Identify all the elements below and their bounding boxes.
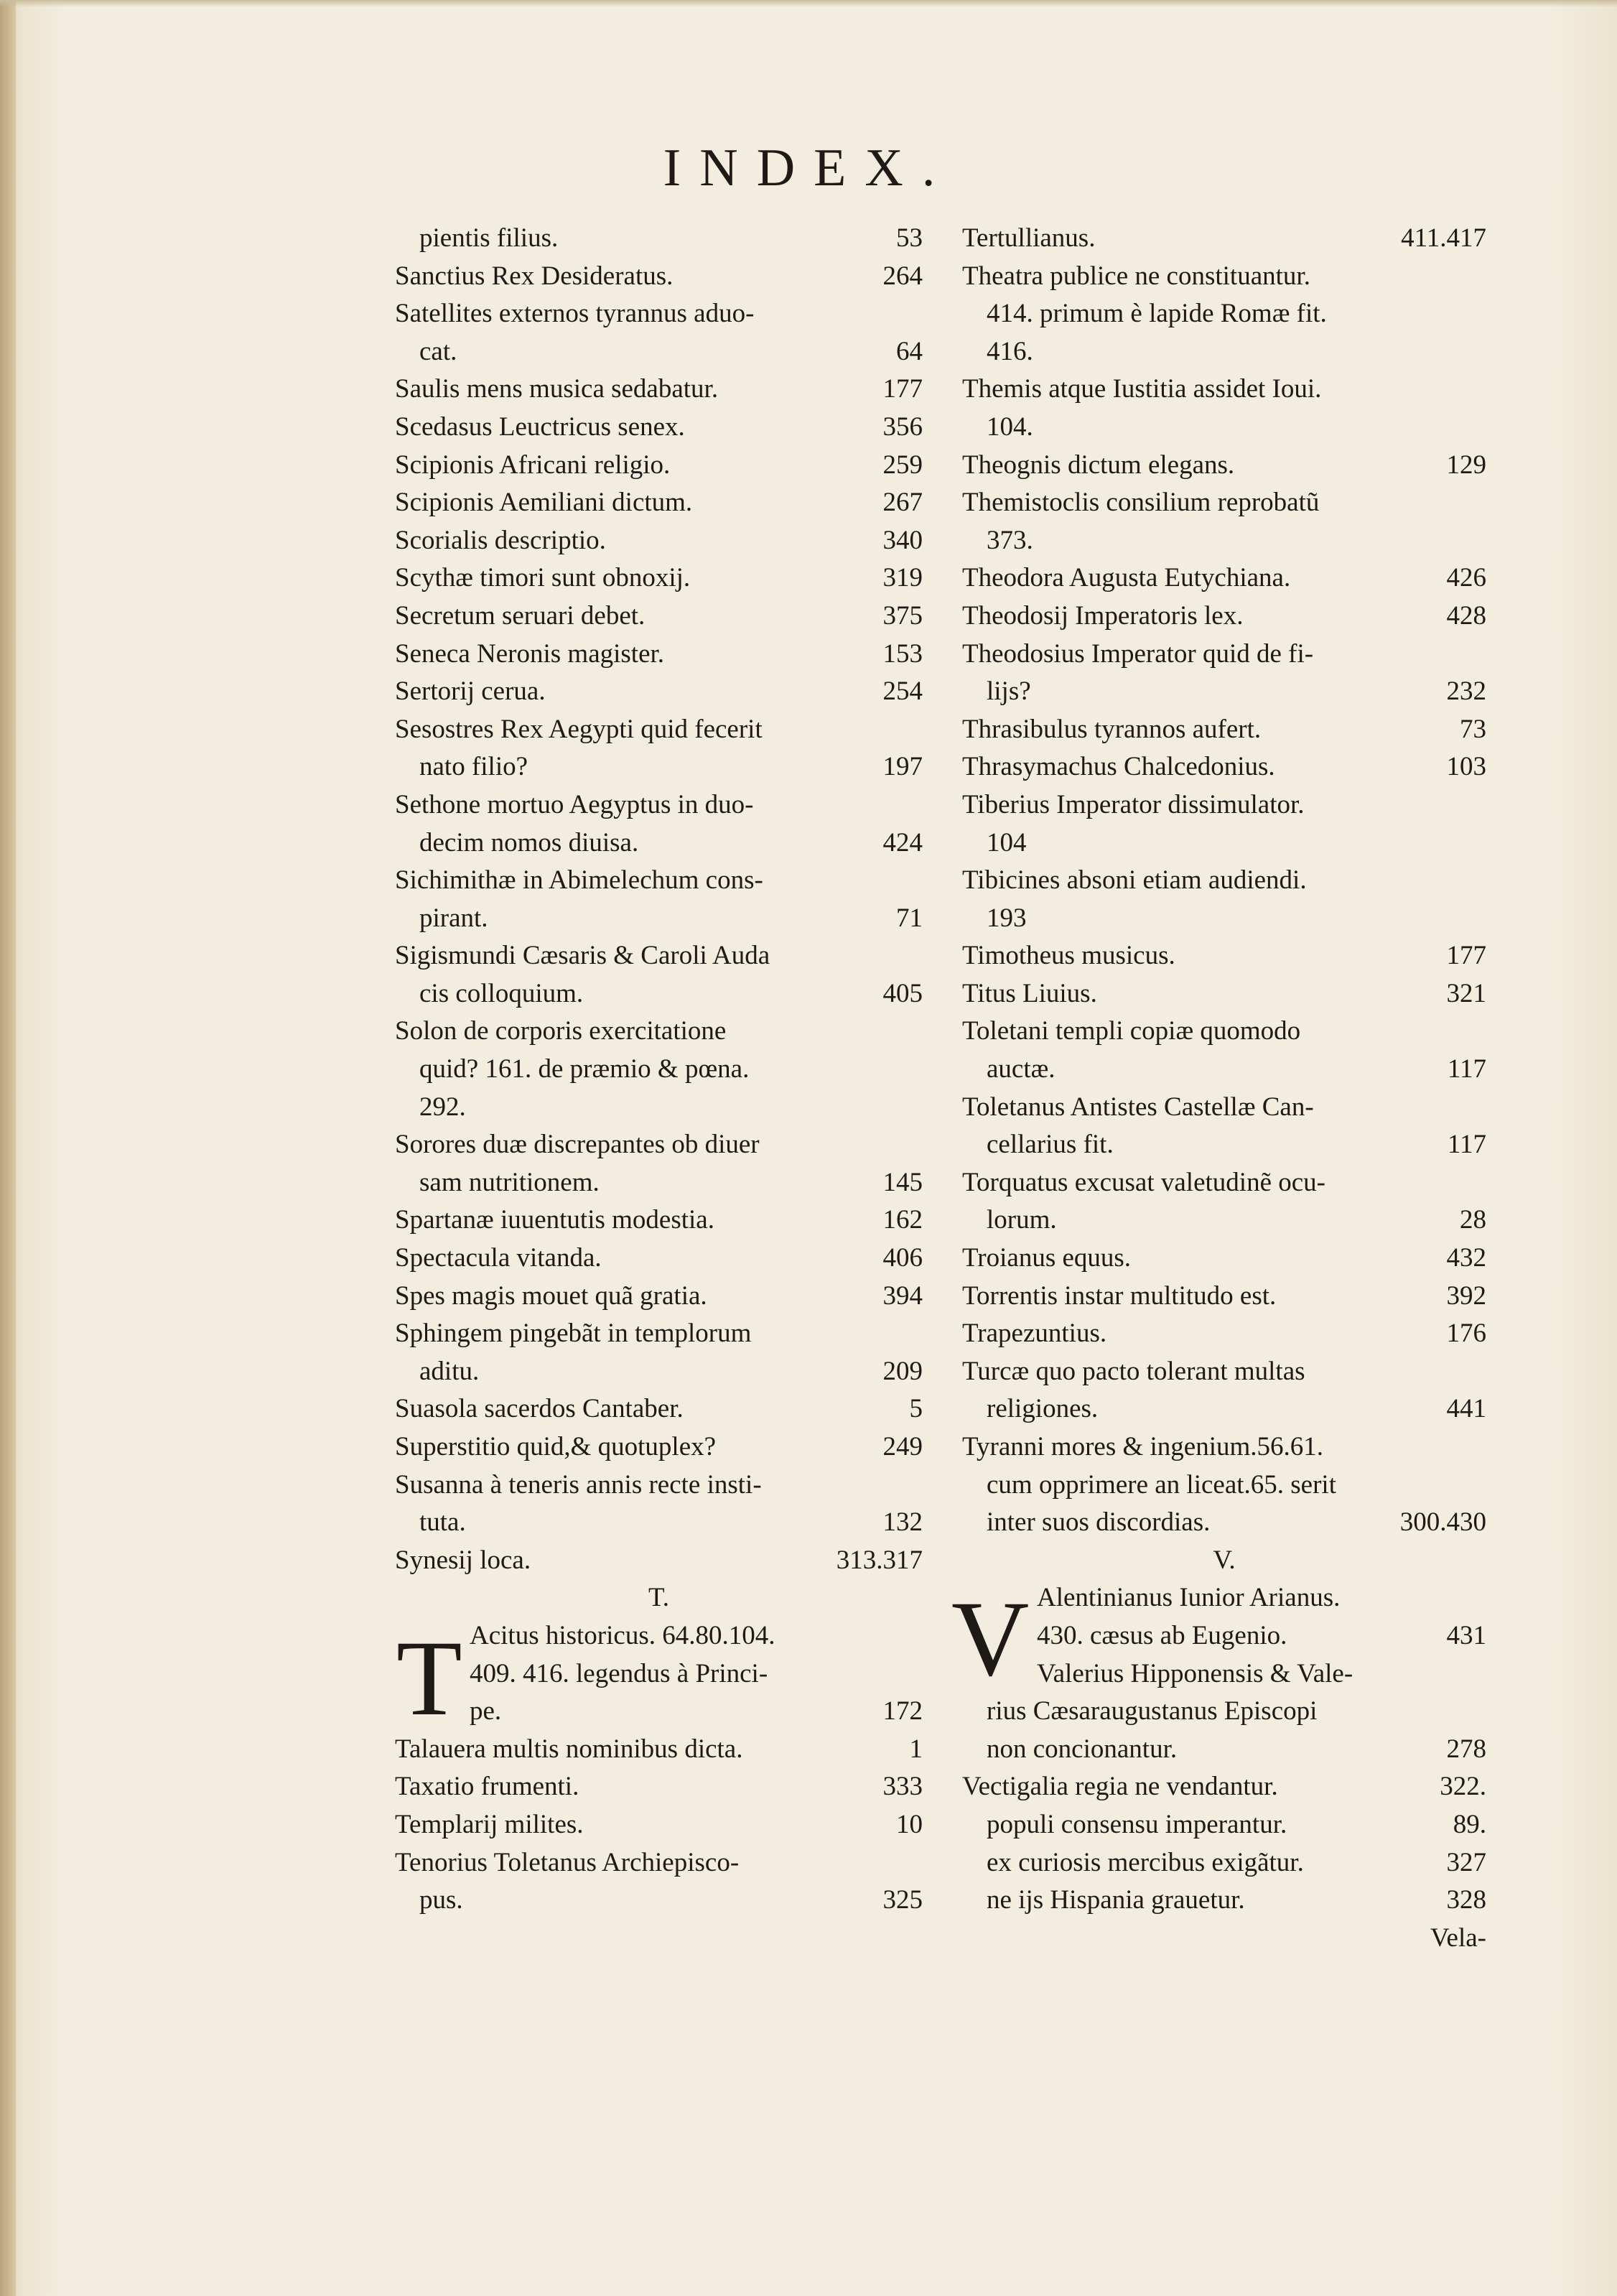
index-entry xyxy=(962,1542,1486,1580)
entry-text: 414. primum è lapide Romæ fit. xyxy=(987,299,1327,329)
index-entry xyxy=(962,1467,1486,1505)
index-entry xyxy=(395,1542,923,1580)
entry-text: Torquatus excusat valetudinẽ ocu- xyxy=(962,1167,1325,1197)
index-entry xyxy=(395,598,923,636)
entry-text: Sphingem pingebãt in templorum xyxy=(395,1319,752,1349)
page-number: 264 xyxy=(882,261,923,291)
entry-text: 193 xyxy=(987,903,1027,933)
index-entry xyxy=(395,711,923,749)
index-entry xyxy=(395,1089,923,1127)
index-entry xyxy=(962,937,1486,975)
entry-text: Sesostres Rex Aegypti quid fecerit xyxy=(395,714,763,744)
index-entry xyxy=(395,559,923,598)
page-number: 176 xyxy=(1446,1319,1486,1349)
index-entry xyxy=(395,1428,923,1467)
index-entry xyxy=(395,1353,923,1391)
page-number: 153 xyxy=(882,638,923,669)
page-number: 313.317 xyxy=(836,1545,923,1575)
page-number: 428 xyxy=(1446,600,1486,631)
page-number: 117 xyxy=(1447,1054,1486,1084)
index-entry xyxy=(395,1467,923,1505)
entry-text: Sigismundi Cæsaris & Caroli Auda xyxy=(395,941,770,971)
entry-text: Theodosij Imperatoris lex. xyxy=(962,600,1244,631)
page-number: 267 xyxy=(882,488,923,518)
left-index-column xyxy=(395,220,923,1920)
index-entry xyxy=(395,522,923,560)
entry-text: Taxatio frumenti. xyxy=(395,1772,579,1802)
index-entry xyxy=(962,1164,1486,1202)
entry-text: pirant. xyxy=(419,903,488,933)
entry-text: 409. 416. legendus à Princi- xyxy=(470,1658,768,1688)
drop-cap-v: V xyxy=(951,1579,1030,1698)
page-number: 441 xyxy=(1446,1394,1486,1424)
page-number: 328 xyxy=(1446,1885,1486,1915)
page-number: 197 xyxy=(882,752,923,782)
entry-text: Vela- xyxy=(1430,1923,1486,1953)
index-entry xyxy=(395,1504,923,1542)
entry-text: V. xyxy=(1213,1545,1236,1575)
index-entry xyxy=(395,937,923,975)
drop-cap-t: T xyxy=(396,1619,462,1738)
entry-text: tuta. xyxy=(419,1507,466,1538)
entry-text: Thrasymachus Chalcedonius. xyxy=(962,752,1275,782)
book-spine-edge xyxy=(0,0,16,2296)
page-number: 145 xyxy=(882,1167,923,1197)
index-entry xyxy=(395,1202,923,1240)
index-entry xyxy=(962,559,1486,598)
index-entry xyxy=(962,484,1486,522)
page-number: 64 xyxy=(896,336,923,366)
entry-text: Theatra publice ne constituantur. xyxy=(962,261,1310,291)
index-entry xyxy=(962,786,1486,824)
page-number: 249 xyxy=(882,1432,923,1461)
right-index-column xyxy=(962,220,1486,1957)
index-entry xyxy=(962,1315,1486,1353)
index-entry xyxy=(962,1617,1486,1655)
index-entry xyxy=(962,447,1486,485)
index-entry xyxy=(962,711,1486,749)
index-entry xyxy=(962,1126,1486,1164)
index-entry xyxy=(395,862,923,900)
page-number: 5 xyxy=(909,1394,923,1424)
entry-text: Scorialis descriptio. xyxy=(395,525,606,555)
index-entry xyxy=(395,900,923,938)
index-entry xyxy=(395,333,923,371)
index-entry xyxy=(962,1353,1486,1391)
page-number: 406 xyxy=(882,1243,923,1273)
index-entry xyxy=(962,220,1486,258)
index-entry xyxy=(395,748,923,786)
index-entry xyxy=(395,1693,923,1731)
entry-text: Seneca Neronis magister. xyxy=(395,638,665,669)
page-number: 426 xyxy=(1446,563,1486,593)
page-number: 53 xyxy=(896,223,923,253)
entry-text: 430. cæsus ab Eugenio. xyxy=(1037,1620,1287,1650)
entry-text: Synesij loca. xyxy=(395,1545,531,1575)
entry-text: Templarij milites. xyxy=(395,1809,584,1839)
entry-text: Susanna à teneris annis recte insti- xyxy=(395,1469,762,1500)
entry-text: Sanctius Rex Desideratus. xyxy=(395,261,674,291)
page-number: 278 xyxy=(1446,1734,1486,1764)
index-entry xyxy=(395,1806,923,1844)
index-entry xyxy=(395,1882,923,1920)
index-entry xyxy=(962,409,1486,447)
index-entry xyxy=(962,1768,1486,1806)
entry-text: 416. xyxy=(987,336,1033,366)
index-entry xyxy=(395,220,923,258)
index-entry xyxy=(395,1768,923,1806)
index-entry xyxy=(395,1617,923,1655)
entry-text: Themistoclis consilium reprobatũ xyxy=(962,488,1320,518)
index-entry xyxy=(962,1920,1486,1958)
entry-text: cellarius fit. xyxy=(987,1130,1114,1160)
index-entry xyxy=(962,1240,1486,1278)
entry-text: Spartanæ iuuentutis modestia. xyxy=(395,1205,714,1235)
page-number: 117 xyxy=(1447,1130,1486,1160)
page-number: 254 xyxy=(882,677,923,707)
entry-text: Timotheus musicus. xyxy=(962,941,1175,971)
index-entry xyxy=(395,1240,923,1278)
entry-text: auctæ. xyxy=(987,1054,1056,1084)
index-entry xyxy=(395,824,923,863)
index-entry xyxy=(962,295,1486,333)
entry-text: nato filio? xyxy=(419,752,528,782)
entry-text: Talauera multis nominibus dicta. xyxy=(395,1734,743,1764)
index-entry xyxy=(962,1655,1486,1693)
page-number: 209 xyxy=(882,1356,923,1386)
index-entry xyxy=(962,1806,1486,1844)
index-entry xyxy=(962,975,1486,1013)
entry-text: 104 xyxy=(987,827,1027,857)
index-entry xyxy=(395,1390,923,1428)
index-entry xyxy=(962,1013,1486,1051)
index-entry xyxy=(395,1013,923,1051)
page-number: 71 xyxy=(896,903,923,933)
entry-text: Theognis dictum elegans. xyxy=(962,450,1235,480)
page-number: 405 xyxy=(882,978,923,1008)
page-number: 375 xyxy=(882,600,923,631)
page-number: 10 xyxy=(896,1809,923,1839)
entry-text: Scipionis Aemiliani dictum. xyxy=(395,488,693,518)
entry-text: Acitus historicus. 64.80.104. xyxy=(470,1620,775,1650)
entry-text: Valerius Hipponensis & Vale- xyxy=(1037,1658,1353,1688)
page-number: 103 xyxy=(1446,752,1486,782)
page-number: 340 xyxy=(882,525,923,555)
page-number: 89. xyxy=(1453,1809,1486,1839)
entry-text: Sorores duæ discrepantes ob diuer xyxy=(395,1130,760,1160)
page-number: 177 xyxy=(882,374,923,404)
entry-text: Thrasibulus tyrannos aufert. xyxy=(962,714,1262,744)
entry-text: Sertorij cerua. xyxy=(395,677,546,707)
page-number: 327 xyxy=(1446,1847,1486,1877)
entry-text: Torrentis instar multitudo est. xyxy=(962,1281,1277,1311)
index-entry xyxy=(962,598,1486,636)
entry-text: Toletanus Antistes Castellæ Can- xyxy=(962,1092,1314,1122)
index-entry xyxy=(395,975,923,1013)
entry-text: cat. xyxy=(419,336,457,366)
page-number: 300.430 xyxy=(1399,1507,1486,1538)
entry-text: Tiberius Imperator dissimulator. xyxy=(962,789,1305,819)
index-entry xyxy=(395,1126,923,1164)
entry-text: Toletani templi copiæ quomodo xyxy=(962,1016,1301,1046)
entry-text: aditu. xyxy=(419,1356,480,1386)
page-number: 394 xyxy=(882,1281,923,1311)
entry-text: Solon de corporis exercitatione xyxy=(395,1016,727,1046)
page-number: 392 xyxy=(1446,1281,1486,1311)
entry-text: T. xyxy=(648,1583,670,1613)
page-number: 424 xyxy=(882,827,923,857)
index-entry xyxy=(962,862,1486,900)
index-entry xyxy=(395,1655,923,1693)
index-entry xyxy=(962,1504,1486,1542)
index-entry xyxy=(962,1731,1486,1769)
page-number: 322. xyxy=(1440,1772,1486,1802)
page-number: 129 xyxy=(1446,450,1486,480)
index-entry xyxy=(962,748,1486,786)
index-entry xyxy=(962,824,1486,863)
entry-text: Secretum seruari debet. xyxy=(395,600,646,631)
entry-text: Scedasus Leuctricus senex. xyxy=(395,412,685,442)
index-entry xyxy=(395,447,923,485)
page-number: 321 xyxy=(1446,978,1486,1008)
entry-text: Sethone mortuo Aegyptus in duo- xyxy=(395,789,754,819)
index-entry xyxy=(962,1579,1486,1617)
entry-text: cum opprimere an liceat.65. serit xyxy=(987,1469,1336,1500)
entry-text: Scipionis Africani religio. xyxy=(395,450,671,480)
index-entry xyxy=(962,1844,1486,1882)
entry-text: cis colloquium. xyxy=(419,978,584,1008)
page-number: 333 xyxy=(882,1772,923,1802)
entry-text: Spes magis mouet quã gratia. xyxy=(395,1281,707,1311)
index-entry xyxy=(962,1693,1486,1731)
index-entry xyxy=(962,371,1486,409)
page-number: 325 xyxy=(882,1885,923,1915)
entry-text: decim nomos diuisa. xyxy=(419,827,639,857)
index-entry xyxy=(962,1089,1486,1127)
entry-text: Saulis mens musica sedabatur. xyxy=(395,374,719,404)
entry-text: Tibicines absoni etiam audiendi. xyxy=(962,865,1307,896)
page-number: 177 xyxy=(1446,941,1486,971)
index-entry xyxy=(962,1278,1486,1316)
index-entry xyxy=(962,1882,1486,1920)
entry-text: Superstitio quid,& quotuplex? xyxy=(395,1432,717,1461)
entry-text: Suasola sacerdos Cantaber. xyxy=(395,1394,684,1424)
entry-text: 373. xyxy=(987,525,1033,555)
index-entry xyxy=(395,1164,923,1202)
page-number: 1 xyxy=(909,1734,923,1764)
index-entry xyxy=(962,333,1486,371)
entry-text: 292. xyxy=(419,1092,466,1122)
entry-text: religiones. xyxy=(987,1394,1099,1424)
entry-text: Alentinianus Iunior Arianus. xyxy=(1037,1583,1341,1613)
entry-text: Satellites externos tyrannus aduo- xyxy=(395,299,755,329)
index-entry xyxy=(395,1278,923,1316)
index-entry xyxy=(395,295,923,333)
page-number: 319 xyxy=(882,563,923,593)
entry-text: rius Cæsaraugustanus Episcopi xyxy=(987,1696,1318,1726)
entry-text: lorum. xyxy=(987,1205,1057,1235)
index-entry xyxy=(395,1051,923,1089)
entry-text: Turcæ quo pacto tolerant multas xyxy=(962,1356,1305,1386)
page-number: 232 xyxy=(1446,677,1486,707)
index-entry xyxy=(962,673,1486,711)
index-entry xyxy=(395,1579,923,1617)
index-entry xyxy=(395,673,923,711)
entry-text: Vectigalia regia ne vendantur. xyxy=(962,1772,1278,1802)
index-entry xyxy=(395,258,923,296)
entry-text: ex curiosis mercibus exigãtur. xyxy=(987,1847,1304,1877)
page-number: 432 xyxy=(1446,1243,1486,1273)
index-entry xyxy=(962,1202,1486,1240)
entry-text: sam nutritionem. xyxy=(419,1167,600,1197)
page-number: 411.417 xyxy=(1401,223,1486,253)
entry-text: pientis filius. xyxy=(419,223,559,253)
page-number: 132 xyxy=(882,1507,923,1538)
index-entry xyxy=(395,636,923,674)
entry-text: 104. xyxy=(987,412,1033,442)
entry-text: non concionantur. xyxy=(987,1734,1178,1764)
index-entry xyxy=(962,1428,1486,1467)
entry-text: Theodora Augusta Eutychiana. xyxy=(962,563,1291,593)
entry-text: Titus Liuius. xyxy=(962,978,1097,1008)
entry-text: lijs? xyxy=(987,677,1031,707)
entry-text: Sichimithæ in Abimelechum cons- xyxy=(395,865,763,896)
index-entry xyxy=(395,409,923,447)
index-entry xyxy=(962,258,1486,296)
page-number: 28 xyxy=(1460,1205,1486,1235)
entry-text: pus. xyxy=(419,1885,463,1915)
entry-text: Themis atque Iustitia assidet Ioui. xyxy=(962,374,1322,404)
entry-text: Tyranni mores & ingenium.56.61. xyxy=(962,1432,1324,1461)
page-title: INDEX. xyxy=(663,139,954,197)
page-number: 172 xyxy=(882,1696,923,1726)
entry-text: Tertullianus. xyxy=(962,223,1096,253)
index-entry xyxy=(962,900,1486,938)
entry-text: Trapezuntius. xyxy=(962,1319,1107,1349)
index-entry xyxy=(962,522,1486,560)
entry-text: Theodosius Imperator quid de fi- xyxy=(962,638,1314,669)
entry-text: Tenorius Toletanus Archiepisco- xyxy=(395,1847,740,1877)
index-entry xyxy=(395,1731,923,1769)
page-number: 356 xyxy=(882,412,923,442)
page-number: 431 xyxy=(1446,1620,1486,1650)
index-entry xyxy=(395,484,923,522)
index-entry xyxy=(962,1051,1486,1089)
page-number: 259 xyxy=(882,450,923,480)
index-entry xyxy=(962,636,1486,674)
entry-text: quid? 161. de præmio & pœna. xyxy=(419,1054,750,1084)
entry-text: pe. xyxy=(470,1696,502,1726)
index-entry xyxy=(962,1390,1486,1428)
index-entry xyxy=(395,371,923,409)
entry-text: ne ijs Hispania grauetur. xyxy=(987,1885,1245,1915)
entry-text: Spectacula vitanda. xyxy=(395,1243,602,1273)
index-entry xyxy=(395,1315,923,1353)
page-number: 162 xyxy=(882,1205,923,1235)
entry-text: inter suos discordias. xyxy=(987,1507,1211,1538)
index-entry xyxy=(395,1844,923,1882)
entry-text: Scythæ timori sunt obnoxij. xyxy=(395,563,691,593)
entry-text: Troianus equus. xyxy=(962,1243,1132,1273)
page-number: 73 xyxy=(1460,714,1486,744)
index-entry xyxy=(395,786,923,824)
entry-text: populi consensu imperantur. xyxy=(987,1809,1287,1839)
page-top-edge xyxy=(0,0,1617,7)
